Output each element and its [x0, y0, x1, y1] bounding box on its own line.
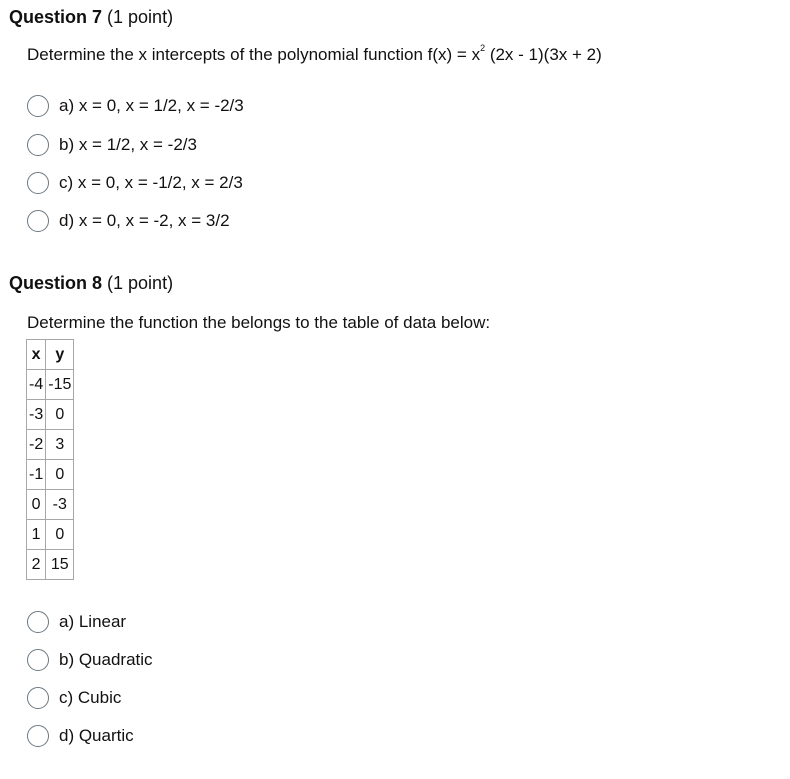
table-cell-x: -4	[27, 370, 46, 400]
question-8-option-a[interactable]	[27, 608, 126, 636]
option-label: a) Linear	[59, 612, 127, 631]
question-7-text-prefix: Determine the x intercepts of the polynomial function f(x) = x	[27, 45, 481, 64]
question-7-text-suffix: (2x - 1)(3x + 2)	[485, 45, 602, 64]
data-table	[26, 339, 74, 580]
question-8-title	[9, 273, 173, 294]
question-7-text	[27, 45, 602, 65]
table-cell-y: -3	[46, 490, 74, 520]
table-cell-y: 3	[46, 430, 74, 460]
table-cell-y: 0	[46, 460, 74, 490]
question-7-option-a[interactable]	[27, 92, 244, 120]
table-row	[27, 520, 74, 550]
table-cell-x: 2	[27, 550, 46, 580]
table-row	[27, 550, 74, 580]
table-cell-x: 1	[27, 520, 46, 550]
table-cell-y: 0	[46, 520, 74, 550]
table-header-row	[27, 340, 74, 370]
radio-button[interactable]	[27, 649, 49, 671]
radio-button[interactable]	[27, 210, 49, 232]
radio-button[interactable]	[27, 687, 49, 709]
question-8-option-d[interactable]	[27, 722, 134, 750]
question-8-option-b[interactable]	[27, 646, 153, 674]
question-7-points: (1 point)	[107, 7, 174, 27]
radio-button[interactable]	[27, 95, 49, 117]
question-7-option-c[interactable]	[27, 169, 243, 197]
table-row	[27, 400, 74, 430]
column-header-y: y	[46, 340, 74, 370]
radio-button[interactable]	[27, 725, 49, 747]
table-cell-x: -1	[27, 460, 46, 490]
question-7-title	[9, 7, 173, 28]
radio-button[interactable]	[27, 134, 49, 156]
option-label: d) x = 0, x = -2, x = 3/2	[59, 211, 230, 230]
option-label: c) x = 0, x = -1/2, x = 2/3	[59, 173, 243, 192]
table-cell-x: -3	[27, 400, 46, 430]
question-8-option-c[interactable]	[27, 684, 121, 712]
table-row	[27, 460, 74, 490]
question-7-option-b[interactable]	[27, 131, 197, 159]
table-cell-y: 15	[46, 550, 74, 580]
option-label: a) x = 0, x = 1/2, x = -2/3	[59, 96, 244, 115]
radio-button[interactable]	[27, 611, 49, 633]
table-row	[27, 370, 74, 400]
question-8-points: (1 point)	[107, 273, 174, 293]
question-7-exponent: 2	[480, 43, 486, 53]
table-cell-y: -15	[46, 370, 74, 400]
question-8-number: Question 8	[9, 273, 103, 293]
table-cell-y: 0	[46, 400, 74, 430]
option-label: c) Cubic	[59, 688, 122, 707]
option-label: b) x = 1/2, x = -2/3	[59, 135, 197, 154]
column-header-x: x	[27, 340, 46, 370]
radio-button[interactable]	[27, 172, 49, 194]
option-label: d) Quartic	[59, 726, 134, 745]
table-cell-x: -2	[27, 430, 46, 460]
question-7-number: Question 7	[9, 7, 103, 27]
option-label: b) Quadratic	[59, 650, 153, 669]
table-row	[27, 490, 74, 520]
table-row	[27, 430, 74, 460]
table-cell-x: 0	[27, 490, 46, 520]
question-8-text: Determine the function the belongs to the table of data below:	[27, 313, 491, 332]
question-7-option-d[interactable]	[27, 207, 230, 235]
